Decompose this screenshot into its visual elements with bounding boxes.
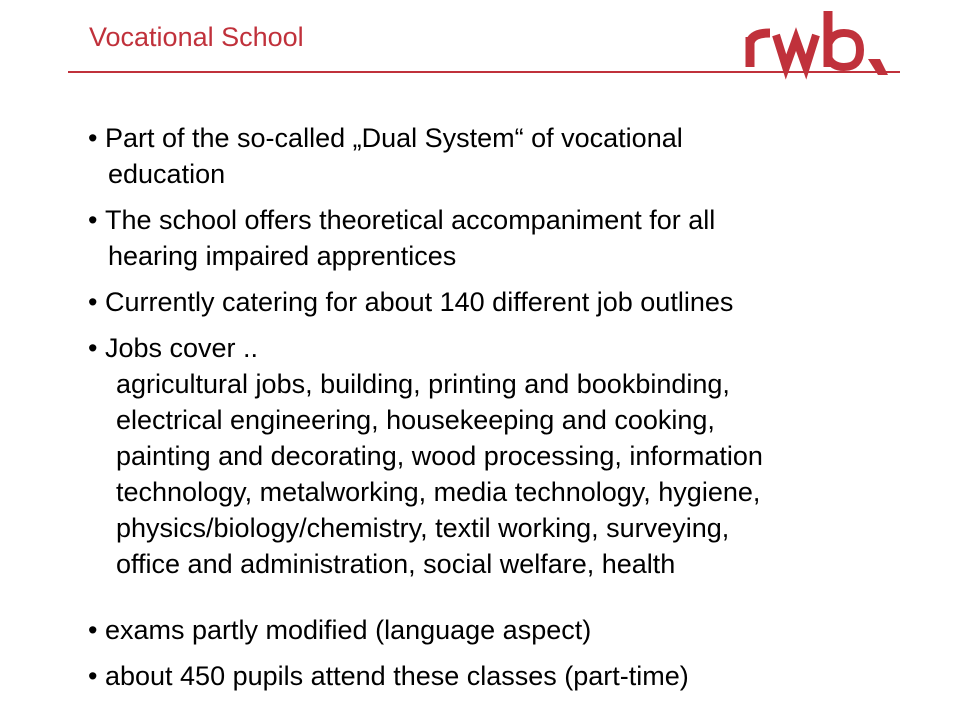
jobs-list-line-2: electrical engineering, housekeeping and cooking, (116, 405, 715, 435)
bullet-marker: • (88, 205, 98, 235)
bullet-5-line-1: • exams partly modified (language aspect) (88, 615, 592, 645)
slide-title: Vocational School (89, 22, 304, 52)
bullet-2-line-2: hearing impaired apprentices (108, 241, 457, 271)
bullet-marker: • (88, 287, 98, 317)
jobs-list-line-1: agricultural jobs, building, printing and bookbinding, (116, 369, 730, 399)
rwb-logo-graphic (742, 5, 902, 80)
jobs-list-line-6: office and administration, social welfare, health (116, 549, 676, 579)
jobs-list-line-5: physics/biology/chemistry, textil working, surveying, (116, 513, 730, 543)
bullet-1-line-2: education (108, 159, 226, 189)
jobs-list-line-3: painting and decorating, wood processing, information (116, 441, 763, 471)
jobs-list-line-4: technology, metalworking, media technology, hygiene, (116, 477, 761, 507)
bullet-2-line-1: • The school offers theoretical accompaniment for all (88, 205, 716, 235)
bullet-6-line-1: • about 450 pupils attend these classes (part-time) (88, 661, 689, 691)
bullet-marker: • (88, 333, 98, 363)
bullet-marker: • (88, 123, 98, 153)
bullet-1-line-1: • Part of the so-called „Dual System“ of vocational (88, 123, 683, 153)
bullet-3-line-1: • Currently catering for about 140 different job outlines (88, 287, 734, 317)
bullet-marker: • (88, 661, 98, 691)
bullet-marker: • (88, 615, 98, 645)
bullet-4-line-1: • Jobs cover .. (88, 333, 259, 363)
rwb-logo (742, 5, 902, 80)
